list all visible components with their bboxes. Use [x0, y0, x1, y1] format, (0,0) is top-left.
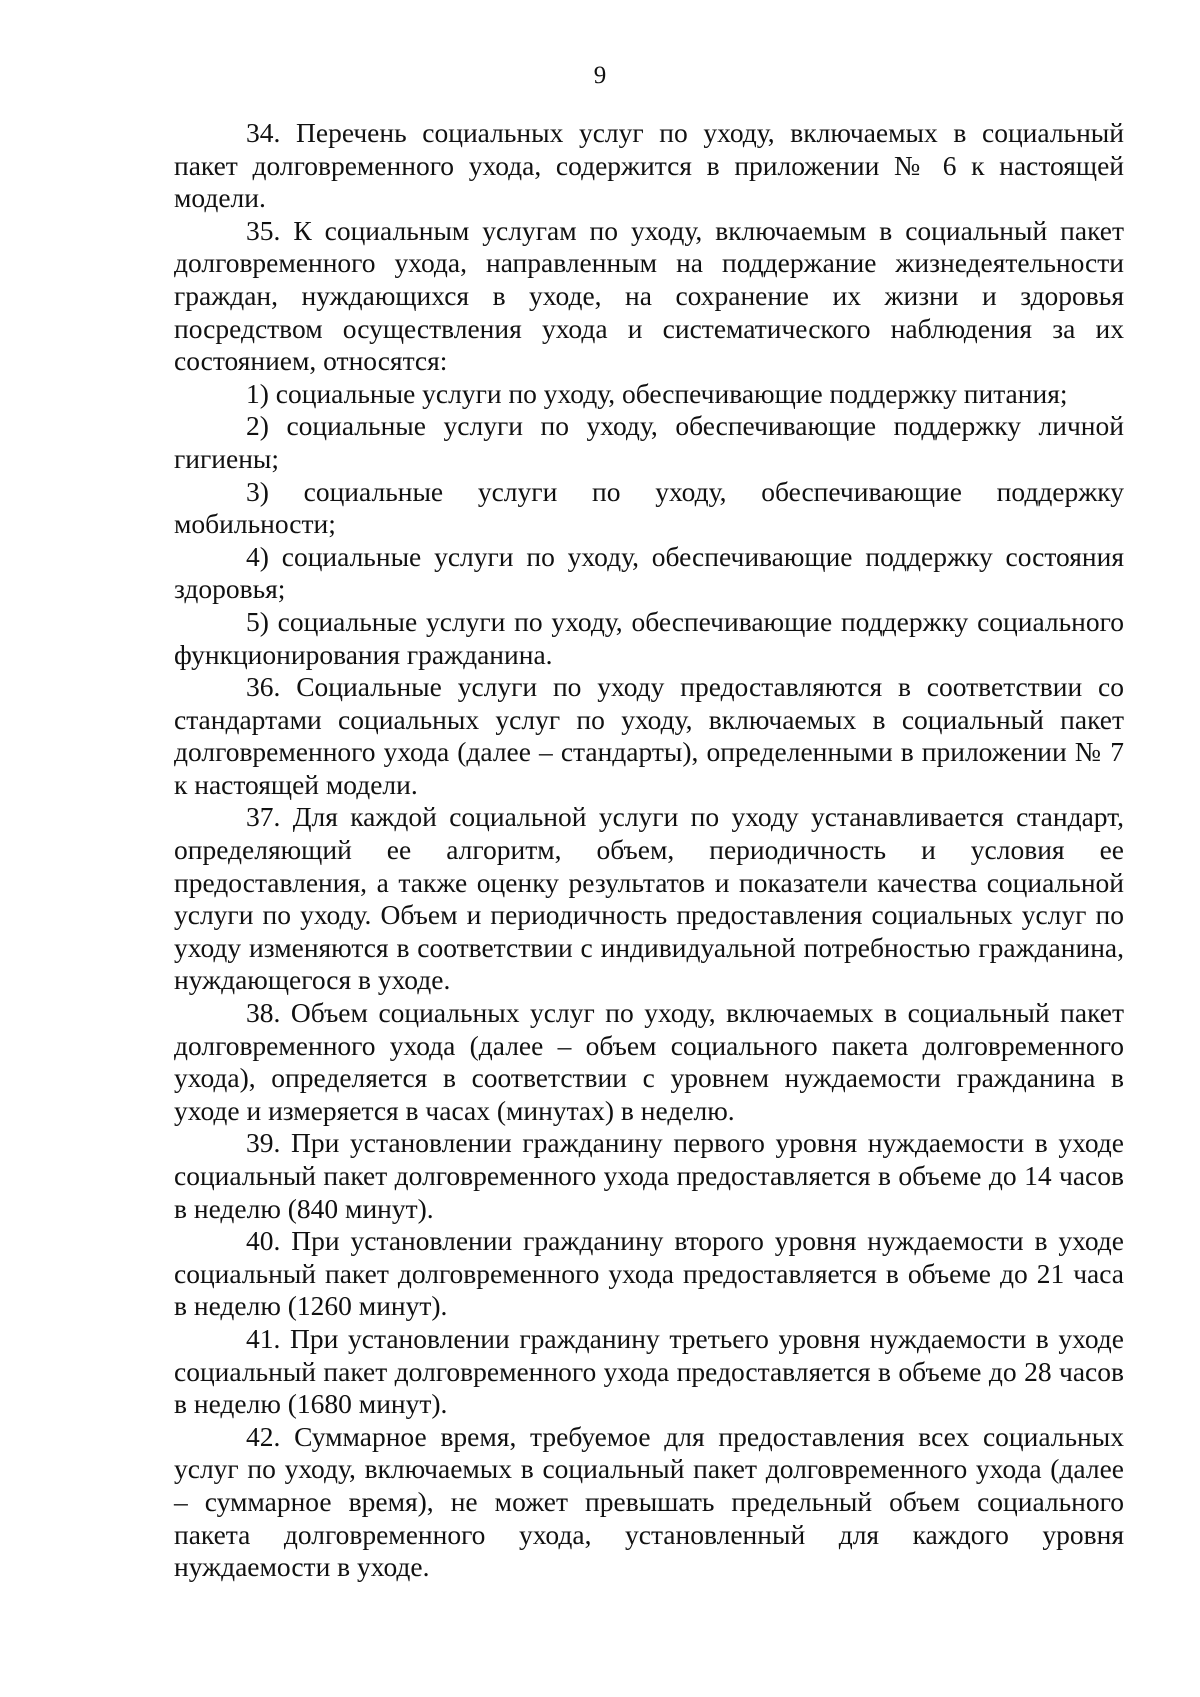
paragraph-39: 39. При установлении гражданину первого уровня нуждаемости в уходе социальный пакет долговременного ухода предоставляется в объеме до 14 часов в неделю (840 минут). — [174, 1127, 1124, 1224]
paragraph-42: 42. Суммарное время, требуемое для предоставления всех социальных услуг по уходу, включаемых в социальный пакет долговременного ухода (далее – суммарное время), не может превышать предельный объем социального пакета долговременного ухода, установленный для каждого уровня нуждаемости в уходе. — [174, 1420, 1124, 1583]
paragraph-41: 41. При установлении гражданину третьего уровня нуждаемости в уходе социальный пакет долговременного ухода предоставляется в объеме до 28 часов в неделю (1680 минут). — [174, 1322, 1124, 1420]
paragraph-38: 38. Объем социальных услуг по уходу, включаемых в социальный пакет долговременного ухода (далее – объем социального пакета долговременного ухода), определяется в соответствии с уровнем нуждаемости гражданина в уходе и измеряется в часах (минутах) в неделю. — [174, 997, 1124, 1126]
list-item-5: 5) социальные услуги по уходу, обеспечивающие поддержку социального функционирования гражданина. — [174, 605, 1124, 670]
paragraph-34: 34. Перечень социальных услуг по уходу, включаемых в социальный пакет долговременного ухода, содержится в приложении № 6 к настоящей модели. — [174, 117, 1124, 214]
list-item-4: 4) социальные услуги по уходу, обеспечивающие поддержку состояния здоровья; — [174, 540, 1124, 605]
list-item-2: 2) социальные услуги по уходу, обеспечивающие поддержку личной гигиены; — [174, 410, 1124, 474]
list-item-3: 3) социальные услуги по уходу, обеспечивающие поддержку мобильности; — [174, 475, 1124, 540]
paragraph-37: 37. Для каждой социальной услуги по уходу устанавливается стандарт, определяющий ее алгоритм, объем, периодичность и условия ее предоставления, а также оценку результатов и показатели качества социальной услуги по уходу. Объем и периодичность предоставления социальных услуг по уходу изменяются в соответствии с индивидуальной потребностью гражданина, нуждающегося в уходе. — [174, 801, 1124, 996]
paragraph-35: 35. К социальным услугам по уходу, включаемым в социальный пакет долговременного ухода, направленным на поддержание жизнедеятельности граждан, нуждающихся в уходе, на сохранение их жизни и здоровья посредством осуществления ухода и систематического наблюдения за их состоянием, относятся: — [174, 214, 1124, 377]
paragraph-40: 40. При установлении гражданину второго уровня нуждаемости в уходе социальный пакет долговременного ухода предоставляется в объеме до 21 часа в неделю (1260 минут). — [174, 1225, 1124, 1322]
paragraph-36: 36. Социальные услуги по уходу предоставляются в соответствии со стандартами социальных услуг по уходу, включаемых в социальный пакет долговременного ухода (далее – стандарты), определенными в приложении № 7 к настоящей модели. — [174, 671, 1124, 800]
document-body — [174, 117, 1124, 1584]
list-item-1: 1) социальные услуги по уходу, обеспечивающие поддержку питания; — [246, 377, 1068, 409]
page-number: 9 — [593, 62, 607, 89]
